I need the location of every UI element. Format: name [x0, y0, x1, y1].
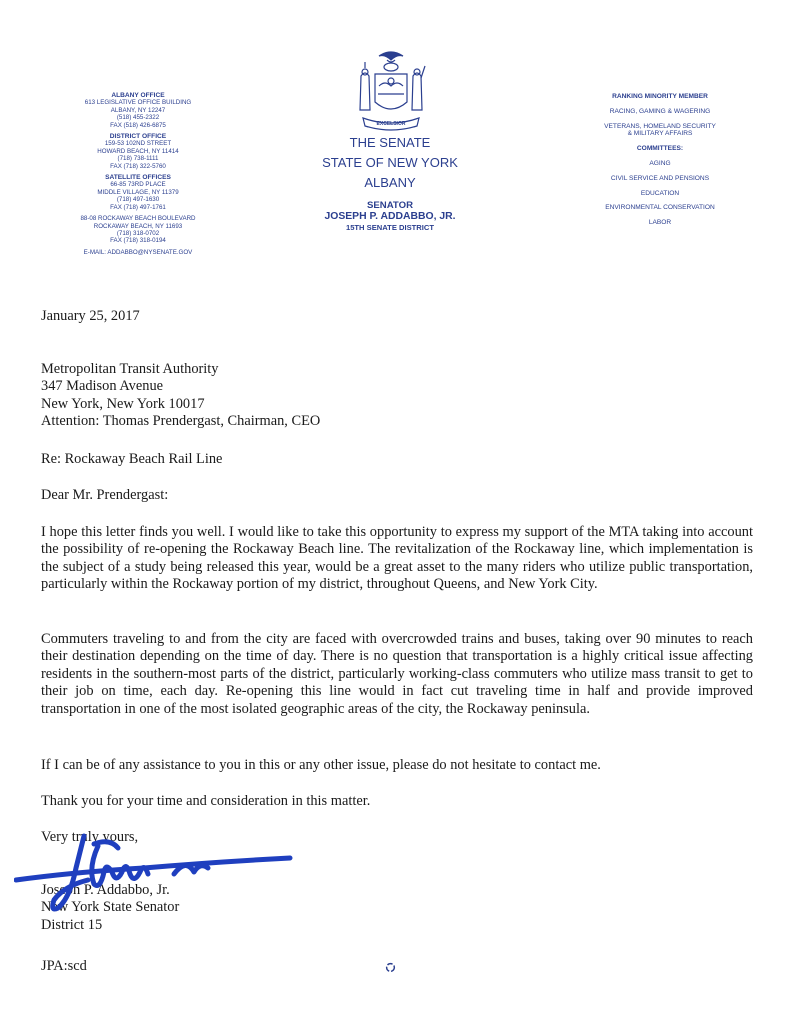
satellite-line: FAX (718) 318-0194	[110, 237, 166, 245]
left-letterhead-column	[48, 92, 228, 256]
state-title: STATE OF NEW YORK	[322, 155, 458, 170]
handwritten-signature	[14, 828, 294, 914]
albany-line: (518) 455-2322	[116, 114, 160, 122]
district-office-label: DISTRICT OFFICE	[109, 133, 167, 141]
albany-title: ALBANY	[364, 175, 416, 190]
paragraph-3: If I can be of any assistance to you in this or any other issue, please do not hesitate to contact me.	[41, 757, 601, 773]
signature-district: District 15	[41, 916, 103, 933]
senate-district: 15TH SENATE DISTRICT	[345, 223, 435, 232]
albany-line: 613 LEGISLATIVE OFFICE BUILDING	[84, 99, 192, 107]
recipient-line: 347 Madison Avenue	[41, 378, 164, 395]
satellite-line: FAX (718) 497-1761	[110, 203, 166, 211]
ranking-member-label: RANKING MINORITY MEMBER	[612, 93, 708, 100]
satellite-line: 66-85 73RD PLACE	[110, 181, 166, 189]
recipient-line: Attention: Thomas Prendergast, Chairman, CEO	[41, 413, 321, 430]
satellite-line: 88-08 ROCKAWAY BEACH BOULEVARD	[80, 215, 196, 223]
signature-title: New York State Senator	[41, 899, 180, 916]
committee-item: ENVIRONMENTAL CONSERVATION	[605, 204, 715, 212]
committees-label: COMMITTEES:	[636, 145, 684, 153]
paragraph-2: Commuters traveling to and from the city are faced with overcrowded trains and buses, taking over 90 minutes to reach their destination depending on the time of day. There is no question that transportation is a highly critical issue affecting residents in the southern-most parts of the district, particularly working-class commuters who utilize mass transit to get to their job on time, each day. Re-opening this line would in fact cut traveling time in half and provide improved transportation in one of the most isolated geographic areas of the city, the Rockaway peninsula.	[41, 631, 753, 717]
paragraph-1: I hope this letter finds you well. I would like to take this opportunity to express my support of the MTA taking into account the possibility of re-opening the Rockaway Beach line. The revitalization of the Rockaway line, which implementation is the subject of a study being released this year, would be a great asset to the many riders who utilize public transportation, particularly within the Rockaway portion of my district, throughout Queens, and New York City.	[41, 524, 753, 593]
recipient-block	[41, 361, 753, 431]
signature-name: Joseph P. Addabbo, Jr.	[41, 882, 170, 898]
senator-name: JOSEPH P. ADDABBO, JR.	[324, 211, 456, 222]
satellite-line: ROCKAWAY BEACH, NY 11693	[93, 222, 183, 230]
paragraph-4: Thank you for your time and consideration in this matter.	[41, 793, 371, 809]
recipient-line: Metropolitan Transit Authority	[41, 361, 219, 377]
initials: JPA:scd	[41, 958, 87, 974]
ranking-item: & MILITARY AFFAIRS	[627, 130, 693, 138]
right-letterhead-column	[590, 93, 730, 234]
senator-label: SENATOR	[366, 200, 414, 211]
email-line: E-MAIL: ADDABBO@NYSENATE.GOV	[83, 248, 193, 256]
albany-line: ALBANY, NY 12247	[110, 106, 166, 114]
albany-office-label: ALBANY OFFICE	[111, 92, 165, 99]
recipient-line: New York, New York 10017	[41, 395, 205, 412]
district-line: HOWARD BEACH, NY 11414	[97, 147, 179, 155]
seal-motto: EXCELSIOR	[376, 121, 406, 127]
albany-line: FAX (518) 426-6875	[110, 121, 166, 129]
committee-item: CIVIL SERVICE AND PENSIONS	[610, 174, 710, 182]
salutation: Dear Mr. Prendergast:	[41, 487, 169, 503]
satellite-line: (718) 497-1630	[116, 196, 160, 204]
satellite-line: (718) 318-0702	[116, 229, 160, 237]
district-line: 159-53 102ND STREET	[104, 140, 172, 148]
closing: Very truly yours,	[41, 829, 139, 845]
committee-item: EDUCATION	[640, 189, 680, 197]
committee-item: AGING	[649, 159, 671, 167]
district-line: FAX (718) 322-5760	[110, 162, 166, 170]
ranking-item: VETERANS, HOMELAND SECURITY	[604, 122, 716, 130]
satellite-line: MIDDLE VILLAGE, NY 11379	[97, 188, 179, 196]
recycle-icon	[385, 962, 396, 973]
senator-block	[290, 200, 490, 233]
subject-line: Re: Rockaway Beach Rail Line	[41, 451, 223, 467]
letter-date: January 25, 2017	[41, 308, 140, 324]
satellite-offices-label: SATELLITE OFFICES	[105, 174, 171, 182]
district-line: (718) 738-1111	[117, 155, 159, 163]
ranking-item: RACING, GAMING & WAGERING	[609, 107, 711, 115]
the-senate-title: THE SENATE	[349, 135, 431, 150]
committee-item: LABOR	[648, 219, 672, 227]
ny-state-seal-icon	[349, 46, 433, 136]
